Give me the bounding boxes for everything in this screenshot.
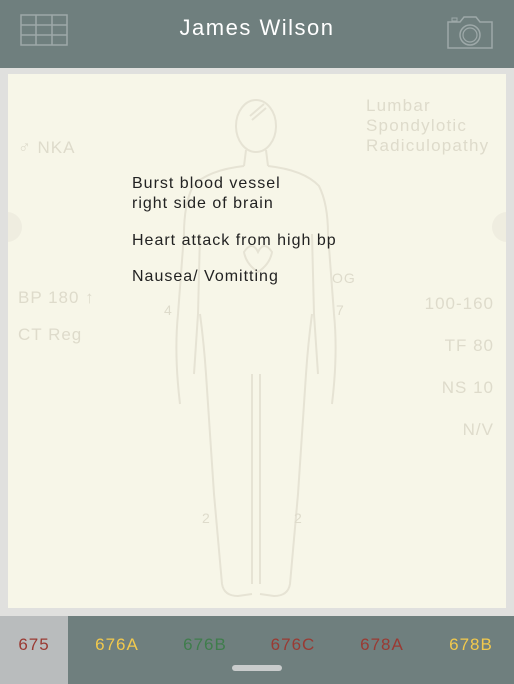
note-line: Burst blood vessel	[132, 175, 281, 192]
tab-label: 676C	[270, 635, 316, 654]
ns-label: NS 10	[441, 378, 494, 397]
tab-label: 678A	[360, 635, 404, 654]
diagnosis-line: Spondylotic	[366, 116, 468, 135]
note-line: Nausea/ Vomitting	[132, 268, 279, 285]
tab-678b[interactable]	[428, 616, 514, 684]
tab-675[interactable]	[0, 616, 68, 684]
range-label: 100-160	[424, 294, 494, 313]
tab-678a[interactable]	[339, 616, 425, 684]
tab-676c[interactable]	[250, 616, 336, 684]
body-mark: 2	[294, 510, 303, 526]
diagnosis-line: Lumbar	[366, 96, 431, 115]
body-mark: 2	[202, 510, 211, 526]
nv-label: N/V	[462, 420, 494, 439]
bp-label: BP 180 ↑	[18, 288, 95, 307]
diagnosis-line: Radiculopathy	[366, 136, 490, 155]
app-header	[0, 0, 514, 68]
allergy-label: ♂ NKA	[18, 138, 76, 157]
tab-label: 675	[18, 635, 50, 654]
tab-676a[interactable]	[74, 616, 160, 684]
tab-label: 678B	[449, 635, 493, 654]
body-mark: OG	[332, 270, 356, 286]
bed-tab-bar	[0, 616, 514, 684]
body-mark: 4	[164, 302, 173, 318]
note-line: right side of brain	[132, 195, 274, 212]
home-indicator[interactable]	[232, 665, 282, 671]
tf-label: TF 80	[444, 336, 494, 355]
tab-label: 676A	[95, 635, 139, 654]
patient-name: James Wilson	[179, 15, 335, 40]
body-mark: 7	[336, 302, 345, 318]
tab-label: 676B	[183, 635, 227, 654]
patient-panel	[8, 74, 506, 608]
ct-label: CT Reg	[18, 325, 83, 344]
camera-icon[interactable]	[446, 14, 494, 50]
note-line: Heart attack from high bp	[132, 232, 337, 249]
diagnosis	[366, 96, 489, 156]
tab-676b[interactable]	[162, 616, 248, 684]
